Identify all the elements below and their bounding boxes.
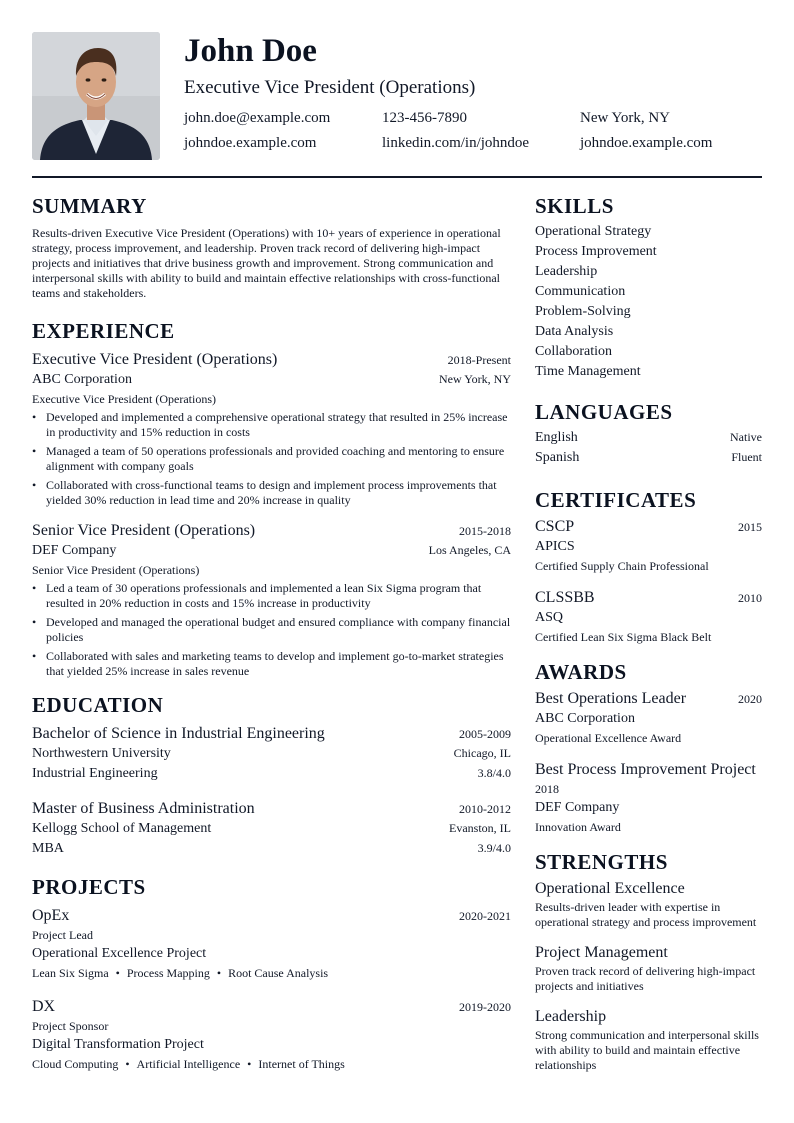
strength-item <box>535 1006 762 1073</box>
projects-section <box>32 873 511 1073</box>
certificates-section <box>535 486 762 646</box>
award-name: Best Process Improvement Project <box>535 761 756 778</box>
section-title-skills: SKILLS <box>535 194 614 218</box>
certificate-year: 2015 <box>738 520 762 534</box>
job-bullet: • Developed and managed the operational budget and ensured compliance with company financial policies <box>32 615 511 645</box>
job-position: Senior Vice President (Operations) <box>32 563 200 577</box>
job-bullets <box>32 410 511 508</box>
linkedin-link[interactable]: linkedin.com/in/johndoe <box>382 135 530 151</box>
job-location: Los Angeles, CA <box>428 543 511 557</box>
skill-item: Data Analysis <box>535 324 614 339</box>
award-item <box>535 688 762 747</box>
project-name: OpEx <box>32 907 70 924</box>
education-section <box>32 691 511 859</box>
job-bullet: • Developed and implemented a comprehensive operational strategy that resulted in 25% increase in productivity and 15% reduction in costs <box>32 410 511 440</box>
strength-description: Strong communication and interpersonal skills with ability to build and maintain effective relationships <box>535 1028 759 1072</box>
job-bullet: • Collaborated with cross-functional teams to design and implement process improvements that yielded 30% reduction in lead time and 20% increase in quality <box>32 478 511 508</box>
language-name: Spanish <box>535 450 580 465</box>
certificate-description: Certified Supply Chain Professional <box>535 559 709 573</box>
candidate-headline: Executive Vice President (Operations) <box>184 77 476 98</box>
award-year: 2020 <box>738 692 762 706</box>
languages-section <box>535 398 762 468</box>
school-name: Northwestern University <box>32 746 171 761</box>
gpa-value: 3.9/4.0 <box>477 841 511 855</box>
field-of-study: Industrial Engineering <box>32 766 158 781</box>
skill-item: Communication <box>535 284 626 299</box>
skill-item: Leadership <box>535 264 598 279</box>
job-bullet: • Managed a team of 50 operations professionals and provided coaching and mentoring to ensure alignment with company goals <box>32 444 511 474</box>
school-location: Chicago, IL <box>453 746 511 760</box>
experience-item <box>32 349 511 508</box>
project-tags <box>32 1055 511 1073</box>
tag-separator: • <box>125 1057 130 1071</box>
job-dates: 2018-Present <box>447 353 511 367</box>
language-name: English <box>535 430 578 445</box>
summary-text: Results-driven Executive Vice President (Operations) with 10+ years of experience in operational strategy, process improvement, and leadership. Proven track record of delivering high-impact projects and initiatives that drive business growth and improvement. Strong communication and interpersonal skills with ability to build and maintain effective relationships with cross-functional teams and stakeholders. <box>32 226 501 300</box>
website-link[interactable]: johndoe.example.com <box>184 135 317 151</box>
award-item <box>535 759 762 836</box>
project-tag: Internet of Things <box>258 1057 345 1071</box>
strength-name: Leadership <box>535 1008 607 1025</box>
project-name: DX <box>32 998 56 1015</box>
project-item <box>32 905 511 982</box>
language-level: Fluent <box>731 450 762 464</box>
strength-description: Proven track record of delivering high-impact projects and initiatives <box>535 964 756 993</box>
job-bullet: • Led a team of 30 operations professionals and implemented a lean Six Sigma program that resulted in 20% reduction in costs and 15% increase in productivity <box>32 581 511 611</box>
strength-name: Operational Excellence <box>535 880 685 897</box>
certificate-item <box>535 516 762 575</box>
project-tag: Root Cause Analysis <box>228 966 329 980</box>
skill-item: Operational Strategy <box>535 224 652 239</box>
experience-section <box>32 317 511 679</box>
contact-info <box>184 108 762 153</box>
company-name: ABC Corporation <box>32 372 132 387</box>
header-divider <box>32 176 762 178</box>
school-location: Evanston, IL <box>449 821 511 835</box>
strengths-section <box>535 848 762 1073</box>
skill-item: Process Improvement <box>535 244 657 259</box>
strength-description: Results-driven leader with expertise in operational strategy and process improvement <box>535 900 757 929</box>
education-item <box>32 723 511 784</box>
project-item <box>32 996 511 1073</box>
education-dates: 2010-2012 <box>459 802 511 816</box>
project-tag: Cloud Computing <box>32 1057 119 1071</box>
project-tag: Artificial Intelligence <box>136 1057 241 1071</box>
company-name: DEF Company <box>32 543 117 558</box>
award-description: Innovation Award <box>535 820 621 834</box>
strength-item <box>535 942 762 994</box>
profile-photo-image <box>32 32 160 160</box>
project-dates: 2020-2021 <box>459 909 511 923</box>
section-title-certificates: CERTIFICATES <box>535 488 697 512</box>
job-bullet: • Collaborated with sales and marketing teams to develop and implement go-to-market strategies that yielded 25% increase in sales revenue <box>32 649 511 679</box>
skills-section <box>535 192 762 382</box>
strength-item <box>535 878 762 930</box>
job-location: New York, NY <box>438 372 511 386</box>
section-title-summary: SUMMARY <box>32 194 147 218</box>
project-tags <box>32 964 511 982</box>
skill-item: Problem-Solving <box>535 304 631 319</box>
left-column <box>32 192 511 1087</box>
location-text: New York, NY <box>580 110 671 126</box>
awards-section <box>535 658 762 836</box>
experience-item <box>32 520 511 679</box>
strength-name: Project Management <box>535 944 668 961</box>
section-title-education: EDUCATION <box>32 693 164 717</box>
education-item <box>32 798 511 859</box>
right-column <box>535 192 762 1085</box>
award-issuer: ABC Corporation <box>535 711 635 726</box>
education-dates: 2005-2009 <box>459 727 511 741</box>
gpa-value: 3.8/4.0 <box>477 766 511 780</box>
award-year: 2018 <box>535 782 559 796</box>
school-name: Kellogg School of Management <box>32 821 212 836</box>
project-tag: Lean Six Sigma <box>32 966 109 980</box>
tag-separator: • <box>216 966 222 980</box>
section-title-experience: EXPERIENCE <box>32 319 175 343</box>
section-title-strengths: STRENGTHS <box>535 850 668 874</box>
award-issuer: DEF Company <box>535 800 620 815</box>
email-link[interactable]: john.doe@example.com <box>184 110 331 126</box>
award-name: Best Operations Leader <box>535 690 687 707</box>
certificate-issuer: APICS <box>535 539 575 554</box>
award-description: Operational Excellence Award <box>535 731 682 745</box>
summary-section <box>32 192 511 301</box>
certificate-item <box>535 587 762 646</box>
project-description: Operational Excellence Project <box>32 946 207 961</box>
language-item <box>535 428 762 448</box>
project-dates: 2019-2020 <box>459 1000 511 1014</box>
project-role: Project Lead <box>32 928 93 942</box>
degree-name: Master of Business Administration <box>32 800 255 817</box>
job-title: Executive Vice President (Operations) <box>32 351 278 368</box>
language-level: Native <box>730 430 762 444</box>
job-dates: 2015-2018 <box>459 524 511 538</box>
tag-separator: • <box>247 1057 252 1071</box>
project-tag: Process Mapping <box>126 966 210 980</box>
project-description: Digital Transformation Project <box>32 1037 204 1052</box>
certificate-year: 2010 <box>738 591 762 605</box>
skill-item: Collaboration <box>535 344 612 359</box>
field-of-study: MBA <box>32 841 64 856</box>
job-bullets <box>32 581 511 679</box>
section-title-projects: PROJECTS <box>32 875 146 899</box>
skill-item: Time Management <box>535 364 641 379</box>
resume-header <box>32 32 762 160</box>
degree-name: Bachelor of Science in Industrial Engineering <box>32 725 325 742</box>
certificate-description: Certified Lean Six Sigma Black Belt <box>535 630 712 644</box>
section-title-languages: LANGUAGES <box>535 400 673 424</box>
website-link-secondary[interactable]: johndoe.example.com <box>580 135 713 151</box>
certificate-name: CLSSBB <box>535 589 595 606</box>
project-role: Project Sponsor <box>32 1019 109 1033</box>
job-position: Executive Vice President (Operations) <box>32 392 216 406</box>
certificate-issuer: ASQ <box>535 610 564 625</box>
phone-number[interactable]: 123-456-7890 <box>382 110 467 126</box>
section-title-awards: AWARDS <box>535 660 627 684</box>
tag-separator: • <box>115 966 120 980</box>
language-item <box>535 448 762 468</box>
profile-photo <box>32 32 160 160</box>
certificate-name: CSCP <box>535 518 575 535</box>
job-title: Senior Vice President (Operations) <box>32 522 256 539</box>
candidate-name: John Doe <box>184 33 317 69</box>
